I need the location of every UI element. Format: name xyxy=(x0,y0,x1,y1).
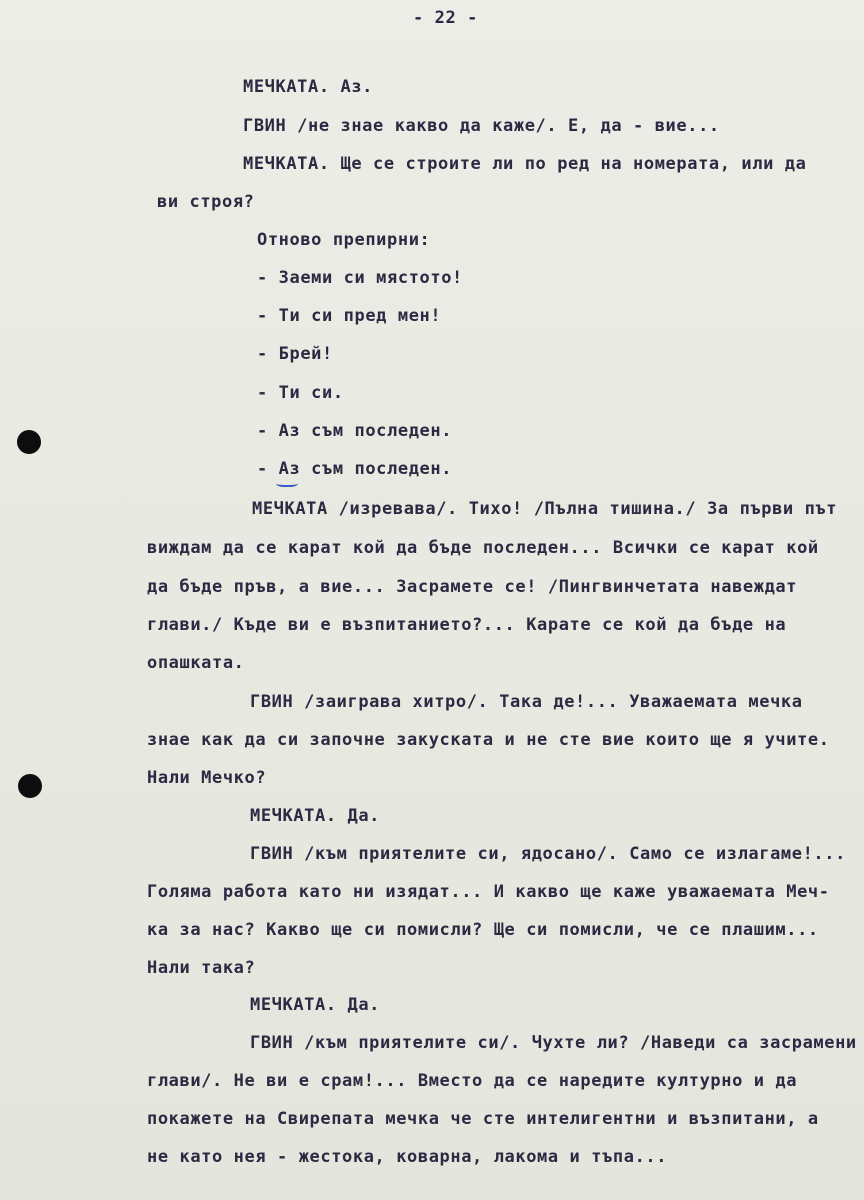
text-line: - Ти си. xyxy=(257,383,344,403)
text-line: ка за нас? Какво ще си помисли? Ще си помисли, че се плашим... xyxy=(147,920,819,940)
text-line: виждам да се карат кой да бъде последен... Всички се карат кой xyxy=(147,538,819,558)
text-line: - Заеми си мястото! xyxy=(257,268,463,288)
text-line: Отново препирни: xyxy=(257,230,431,250)
text-line: опашката. xyxy=(147,653,245,673)
text-line: да бъде пръв, а вие... Засрамете се! /Пингвинчетата навеждат xyxy=(147,577,798,597)
text-line: Нали така? xyxy=(147,958,256,978)
text-line: Голяма работа като ни изядат... И какво ще каже уважаемата Меч- xyxy=(147,882,830,902)
punch-hole xyxy=(18,774,42,798)
text-line: МЕЧКАТА. Аз. xyxy=(243,77,374,97)
text-line: ви строя? xyxy=(157,192,255,212)
text-line: ГВИН /не знае какво да каже/. Е, да - вие... xyxy=(243,116,720,136)
page-number: - 22 - xyxy=(413,8,479,28)
text-line: МЕЧКАТА. Да. xyxy=(250,806,381,826)
text-line: не като нея - жестока, коварна, лакома и тъпа... xyxy=(147,1147,668,1167)
text-line: покажете на Свирепата мечка че сте интелигентни и възпитани, а xyxy=(147,1109,819,1129)
text-line: МЕЧКАТА /изревава/. Тихо! /Пълна тишина./ За първи път xyxy=(252,499,838,519)
text-line: - Брей! xyxy=(257,344,333,364)
text-line: глави/. Не ви е срам!... Вместо да се наредите културно и да xyxy=(147,1071,798,1091)
text-line: - Аз съм последен. xyxy=(257,421,453,441)
text-line: Нали Мечко? xyxy=(147,768,267,788)
text-line: глави./ Къде ви е възпитанието?... Карате се кой да бъде на xyxy=(147,615,787,635)
text-line: ГВИН /към приятелите си/. Чухте ли? /Наведи са засрамени xyxy=(250,1033,857,1053)
text-line: - Ти си пред мен! xyxy=(257,306,442,326)
text-line: знае как да си започне закуската и не сте вие които ще я учите. xyxy=(147,730,830,750)
text-line: ГВИН /към приятелите си, ядосано/. Само се излагаме!... xyxy=(250,844,846,864)
text-line: - Аз съм последен. xyxy=(257,459,453,479)
text-line: МЕЧКАТА. Да. xyxy=(250,995,381,1015)
text-line: МЕЧКАТА. Ще се строите ли по ред на номерата, или да xyxy=(243,154,807,174)
ink-underline-mark xyxy=(276,479,298,487)
punch-hole xyxy=(17,430,41,454)
text-line: ГВИН /заиграва хитро/. Така де!... Уважаемата мечка xyxy=(250,692,803,712)
